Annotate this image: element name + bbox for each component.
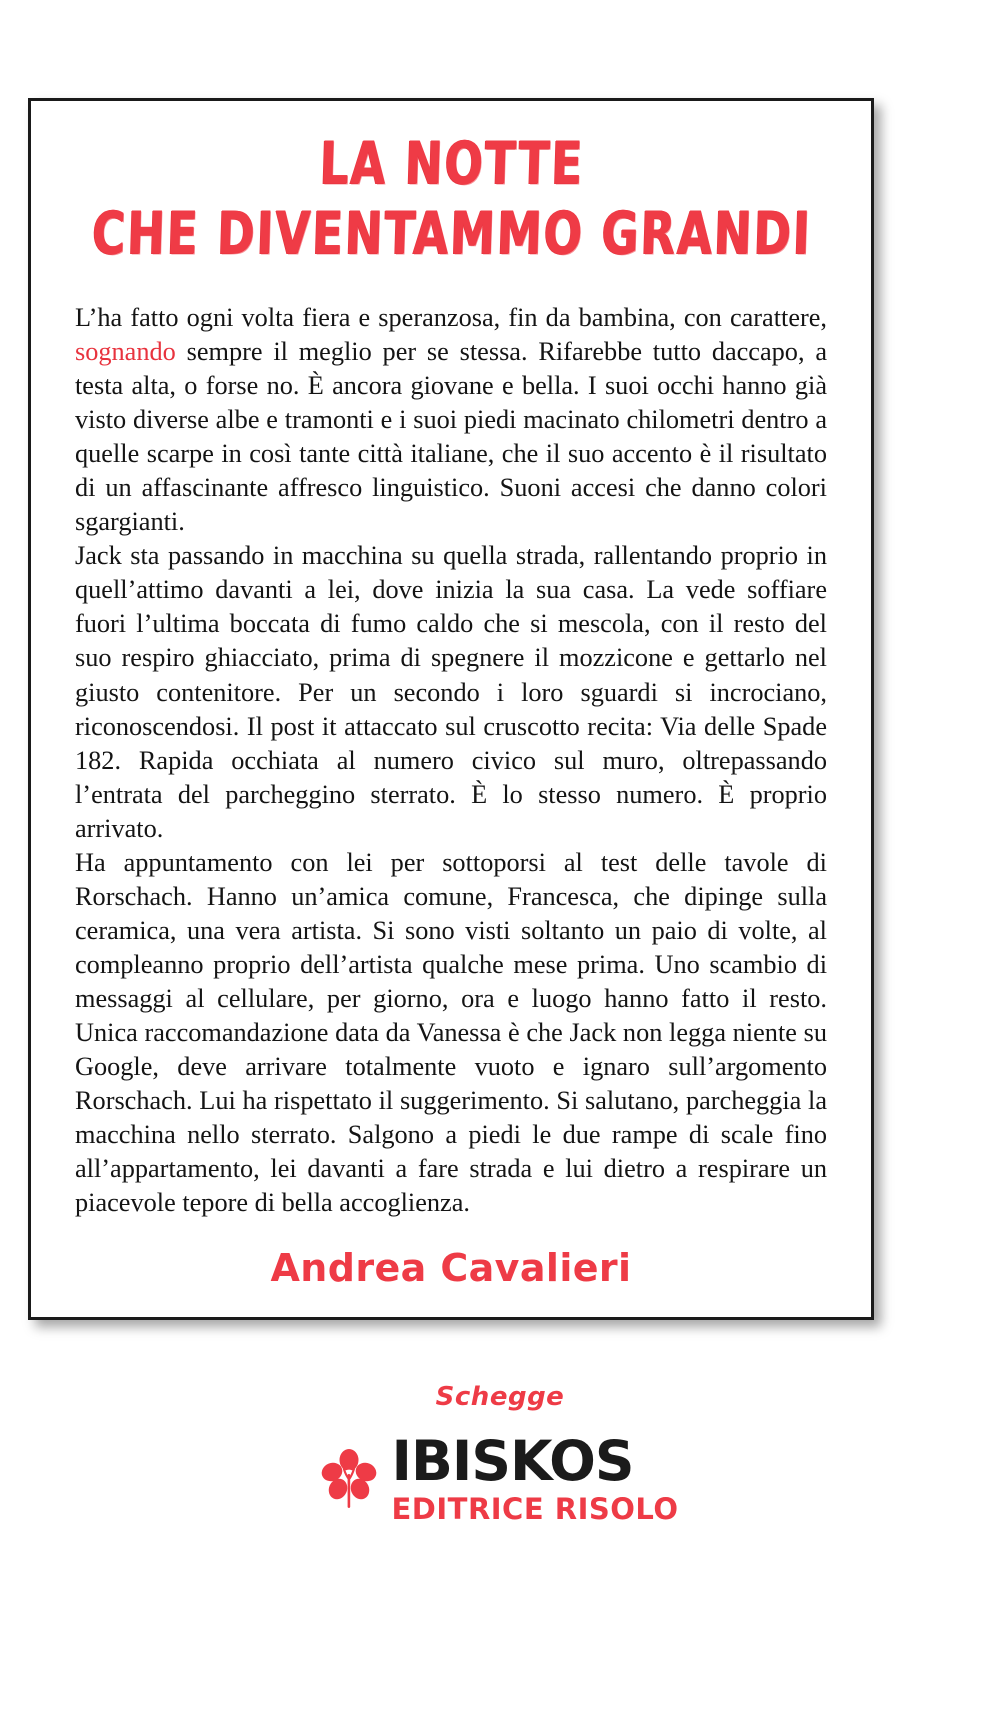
publisher-logo [0,1429,1000,1526]
blurb-paragraph-2: Jack sta passando in macchina su quella strada, rallentando proprio in quell’attimo davanti a lei, dove inizia la sua casa. La vede soffiare fuori l’ultima boccata di fumo caldo che si mescola, con il resto del suo respiro ghiacciato, prima di spegnere il mozzicone e gettarlo nel giusto contenitore. Per un secondo i loro sguardi si incrociano, riconoscendosi. Il post it attaccato sul cruscotto recita: Via delle Spade 182. Rapida occhiata al numero civico sul muro, oltrepassando l’entrata del parcheggino sterrato. È lo stesso numero. È proprio arrivato. [75,541,827,843]
publisher-wordmark [391,1429,679,1526]
publisher-name: IBISKOS [391,1429,634,1493]
title-line-2: CHE DIVENTAMMO GRANDI [91,199,813,268]
title-line-1: LA NOTTE [318,129,586,198]
blurb-text [75,301,827,1220]
blurb-p1-tail: sempre il meglio per se stessa. Rifarebbe tutto daccapo, a testa alta, o forse no. È ancora giovane e bella. I suoi occhi hanno già visto diverse albe e tramonti e i suoi piedi macinato chilometri dentro a quelle scarpe in così tante città italiane, che il suo accento è il risultato di un affascinante affresco linguistico. Suoni accesi che danno colori sgargianti. [75,337,827,537]
hibiscus-flower-icon [321,1448,377,1510]
publisher-tagline: EDITRICE RISOLO [391,1492,679,1526]
publisher-footer [0,1382,1000,1524]
title-block [75,129,827,268]
series-name: Schegge [435,1382,565,1412]
blurb-p1-lead: L’ha fatto ogni volta fiera e speranzosa, fin da bambina, con carattere, [75,303,827,332]
author-name: Andrea Cavalieri [270,1246,632,1291]
blurb-highlight-word: sognando [75,337,176,367]
blurb-paragraph-1 [75,301,827,539]
blurb-paragraph-3: Ha appuntamento con lei per sottoporsi al test delle tavole di Rorschach. Hanno un’amica comune, Francesca, che dipinge sulla ceramica, una vera artista. Si sono visti soltanto un paio di volte, al compleanno proprio dell’artista qualche mese prima. Uno scambio di messaggi al cellulare, per giorno, ora e luogo hanno fatto il resto. Unica raccomandazione data da Vanessa è che Jack non legga niente su Google, deve arrivare totalmente vuoto e ignaro sull’argomento Rorschach. Lui ha rispettato il suggerimento. Si salutano, parcheggia la macchina nello sterrato. Salgono a piedi le due rampe di scale fino all’appartamento, lei davanti a fare strada e lui dietro a respirare un piacevole tepore di bella accoglienza. [75,847,827,1218]
cover-card [28,98,874,1320]
